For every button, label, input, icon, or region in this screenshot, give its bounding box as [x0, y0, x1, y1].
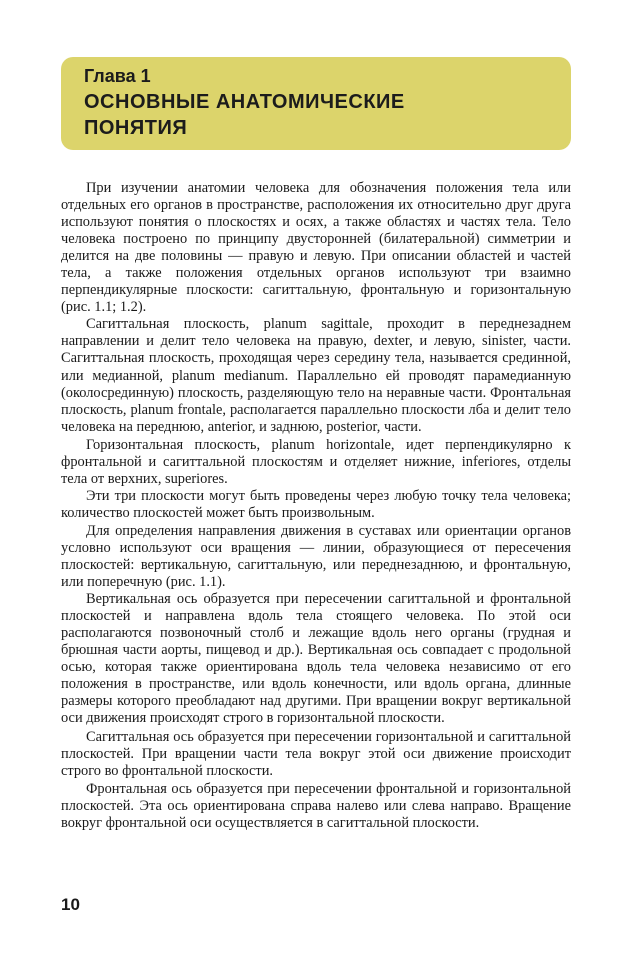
paragraph: Вертикальная ось образуется при пересечении сагиттальной и фронтальной плоскостей и направлена вдоль тела стоящего человека. По этой оси располагаются позвоночный столб и лежащие вдоль него органы (грудная и брюшная части аорты, пищевод и др.). Вертикальная ось совпадает с продольной осью, которая также ориентирована вдоль тела человека независимо от его положения в пространстве, или вдоль конечности, или вдоль органа, длинные размеры которого преобладают над другими. При вращении вокруг вертикальной оси движения происходят строго в горизонтальной плоскости. — [61, 591, 571, 727]
chapter-title — [84, 89, 571, 141]
paragraph: Сагиттальная плоскость, planum sagittale, проходит в переднезаднем направлении и делит тело человека на правую, dexter, и левую, sinister, части. Сагиттальная плоскость, проходящая через середину тела, называется срединной, или медианной, planum medianum. Параллельно ей проводят парамедианную (околосрединную) плоскость, разделяющую тело на неравные части. Фронтальная плоскость, planum frontale, располагается параллельно плоскости лба и делит тело человека на переднюю, anterior, и заднюю, posterior, части. — [61, 316, 571, 435]
chapter-title-line-2: ПОНЯТИЯ — [84, 117, 188, 139]
paragraph: Сагиттальная ось образуется при пересечении горизонтальной и сагиттальной плоскостей. При вращении части тела вокруг этой оси движение происходит строго во фронтальной плоскости. — [61, 728, 571, 779]
paragraph: Для определения направления движения в суставах или ориентации органов условно используют оси вращения — линии, образующиеся от пересечения плоскостей: вертикальную, сагиттальную, или переднезаднюю, и фронтальную, или поперечную (рис. 1.1). — [61, 522, 571, 591]
body-text — [61, 180, 571, 832]
paragraph: При изучении анатомии человека для обозначения положения тела или отдельных его органов в пространстве, расположения их относительно друг друга используют понятия о плоскостях и осях, а также областях и частях тела. Тело человека построено по принципу двусторонней (билатеральной) симметрии и делится на две половины — правую и левую. При описании областей и частей тела, а также положения отдельных органов используют три взаимно перпендикулярные плоскости: сагиттальную, фронтальную и горизонтальную (рис. 1.1; 1.2). — [61, 180, 571, 316]
paragraph: Эти три плоскости могут быть проведены через любую точку тела человека; количество плоскостей может быть произвольным. — [61, 487, 571, 521]
chapter-title-line-1: ОСНОВНЫЕ АНАТОМИЧЕСКИЕ — [84, 91, 405, 113]
chapter-header — [61, 57, 571, 150]
chapter-label: Глава 1 — [84, 66, 151, 86]
paragraph: Горизонтальная плоскость, planum horizontale, идет перпендикулярно к фронтальной и сагиттальной плоскостям и отделяет нижние, inferiores, отделы тела от верхних, superiores. — [61, 436, 571, 487]
page-number: 10 — [61, 895, 80, 914]
paragraph: Фронтальная ось образуется при пересечении фронтальной и горизонтальной плоскостей. Эта ось ориентирована справа налево или слева направо. Вращение вокруг фронтальной оси осуществляется в сагиттальной плоскости. — [61, 780, 571, 831]
